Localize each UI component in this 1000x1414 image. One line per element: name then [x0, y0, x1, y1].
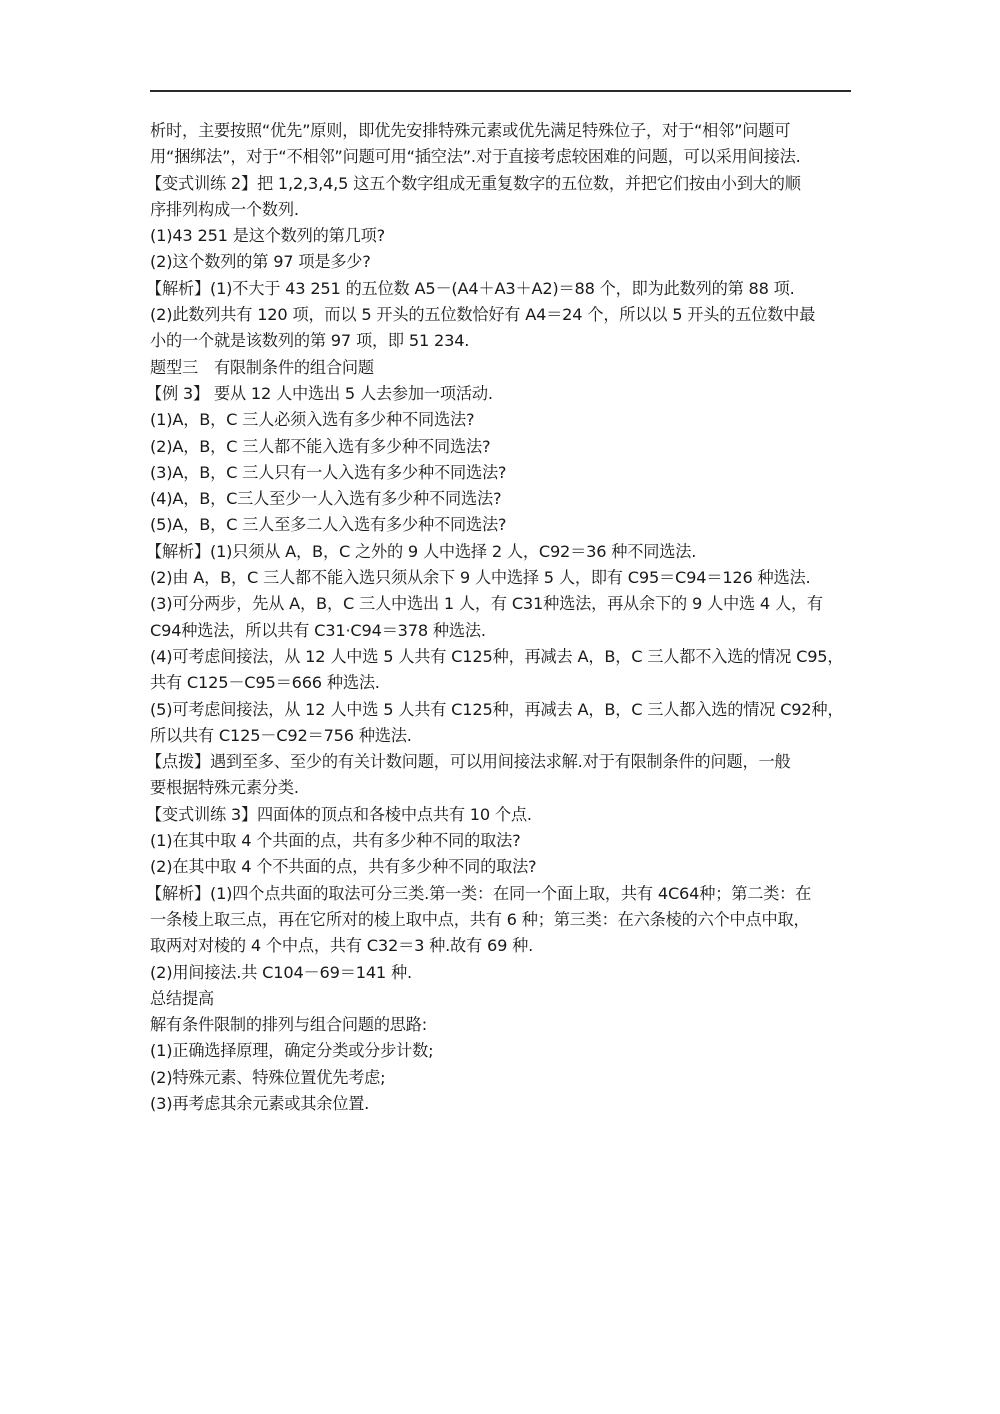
text-line: C94种选法，所以共有 C31·C94＝378 种选法.	[150, 620, 486, 640]
exercise-heading: 【变式训练 2】把 1,2,3,4,5 这五个数字组成无重复数字的五位数，并把它们按由小到大的顺	[146, 173, 801, 193]
text-line: (4)可考虑间接法，从 12 人中选 5 人共有 C125种，再减去 A，B，C 三人都不入选的情况 C95，	[150, 646, 844, 666]
summary-item: (2)特殊元素、特殊位置优先考虑;	[150, 1067, 386, 1087]
text-line: 用“捆绑法”，对于“不相邻”问题可用“插空法”.对于直接考虑较困难的问题，可以采用间接法.	[150, 147, 801, 167]
question-item: (4)A，B，C三人至少一人入选有多少种不同选法?	[150, 489, 502, 509]
question-item: (1)43 251 是这个数列的第几项?	[150, 226, 385, 246]
text-line: (3)可分两步，先从 A，B，C 三人中选出 1 人，有 C31种选法，再从余下的 9 人中选 4 人，有	[150, 594, 823, 614]
text-line: 共有 C125－C95＝666 种选法.	[150, 673, 380, 693]
text-line: 解有条件限制的排列与组合问题的思路:	[150, 1015, 428, 1035]
header-rule	[150, 90, 851, 92]
summary-item: (3)再考虑其余元素或其余位置.	[150, 1093, 370, 1113]
exercise-heading: 【变式训练 3】四面体的顶点和各棱中点共有 10 个点.	[146, 804, 532, 824]
text-line: 一条棱上取三点，再在它所对的棱上取中点，共有 6 种；第三类：在六条棱的六个中点中取，	[150, 909, 810, 929]
text-line: (5)可考虑间接法，从 12 人中选 5 人共有 C125种，再减去 A，B，C 三人都入选的情况 C92种，	[150, 699, 844, 719]
question-item: (2)A，B，C 三人都不能入选有多少种不同选法?	[150, 436, 491, 456]
solution-heading: 【解析】(1)只须从 A，B，C 之外的 9 人中选择 2 人，C92＝36 种不同选法.	[146, 541, 697, 561]
summary-title: 总结提高	[150, 988, 214, 1008]
text-line: (2)由 A，B，C 三人都不能入选只须从余下 9 人中选择 5 人，即有 C95＝C94＝126 种选法.	[150, 568, 811, 588]
tip-heading: 【点拨】遇到至多、至少的有关计数问题，可以用间接法求解.对于有限制条件的问题，一般	[146, 752, 791, 772]
section-title: 题型三 有限制条件的组合问题	[150, 357, 374, 377]
text-line: 所以共有 C125－C92＝756 种选法.	[150, 725, 412, 745]
solution-heading: 【解析】(1)四个点共面的取法可分三类.第一类：在同一个面上取，共有 4C64种；第二类：在	[146, 883, 812, 903]
question-item: (2)在其中取 4 个不共面的点，共有多少种不同的取法?	[150, 857, 537, 877]
solution-heading: 【解析】(1)不大于 43 251 的五位数 A5－(A4＋A3＋A2)＝88 个，即为此数列的第 88 项.	[146, 278, 795, 298]
document-body	[146, 118, 855, 1117]
question-item: (3)A，B，C 三人只有一人入选有多少种不同选法?	[150, 462, 507, 482]
text-line: 析时，主要按照“优先”原则，即优先安排特殊元素或优先满足特殊位子，对于“相邻”问题可	[150, 121, 791, 140]
text-line: (2)用间接法.共 C104－69＝141 种.	[150, 962, 412, 982]
text-line: 要根据特殊元素分类.	[150, 778, 299, 798]
example-heading: 【例 3】 要从 12 人中选出 5 人去参加一项活动.	[146, 383, 493, 403]
question-item: (1)在其中取 4 个共面的点，共有多少种不同的取法?	[150, 831, 521, 851]
question-item: (2)这个数列的第 97 项是多少?	[150, 252, 371, 272]
question-item: (1)A，B，C 三人必须入选有多少种不同选法?	[150, 410, 475, 430]
text-line: 取两对对棱的 4 个中点，共有 C32＝3 种.故有 69 种.	[150, 936, 534, 956]
text-line: (2)此数列共有 120 项，而以 5 开头的五位数恰好有 A4＝24 个，所以以 5 开头的五位数中最	[150, 305, 816, 325]
summary-item: (1)正确选择原理，确定分类或分步计数;	[150, 1041, 434, 1061]
text-line: 小的一个就是该数列的第 97 项，即 51 234.	[150, 331, 470, 351]
text-line: 序排列构成一个数列.	[150, 199, 299, 219]
question-item: (5)A，B，C 三人至多二人入选有多少种不同选法?	[150, 515, 507, 535]
